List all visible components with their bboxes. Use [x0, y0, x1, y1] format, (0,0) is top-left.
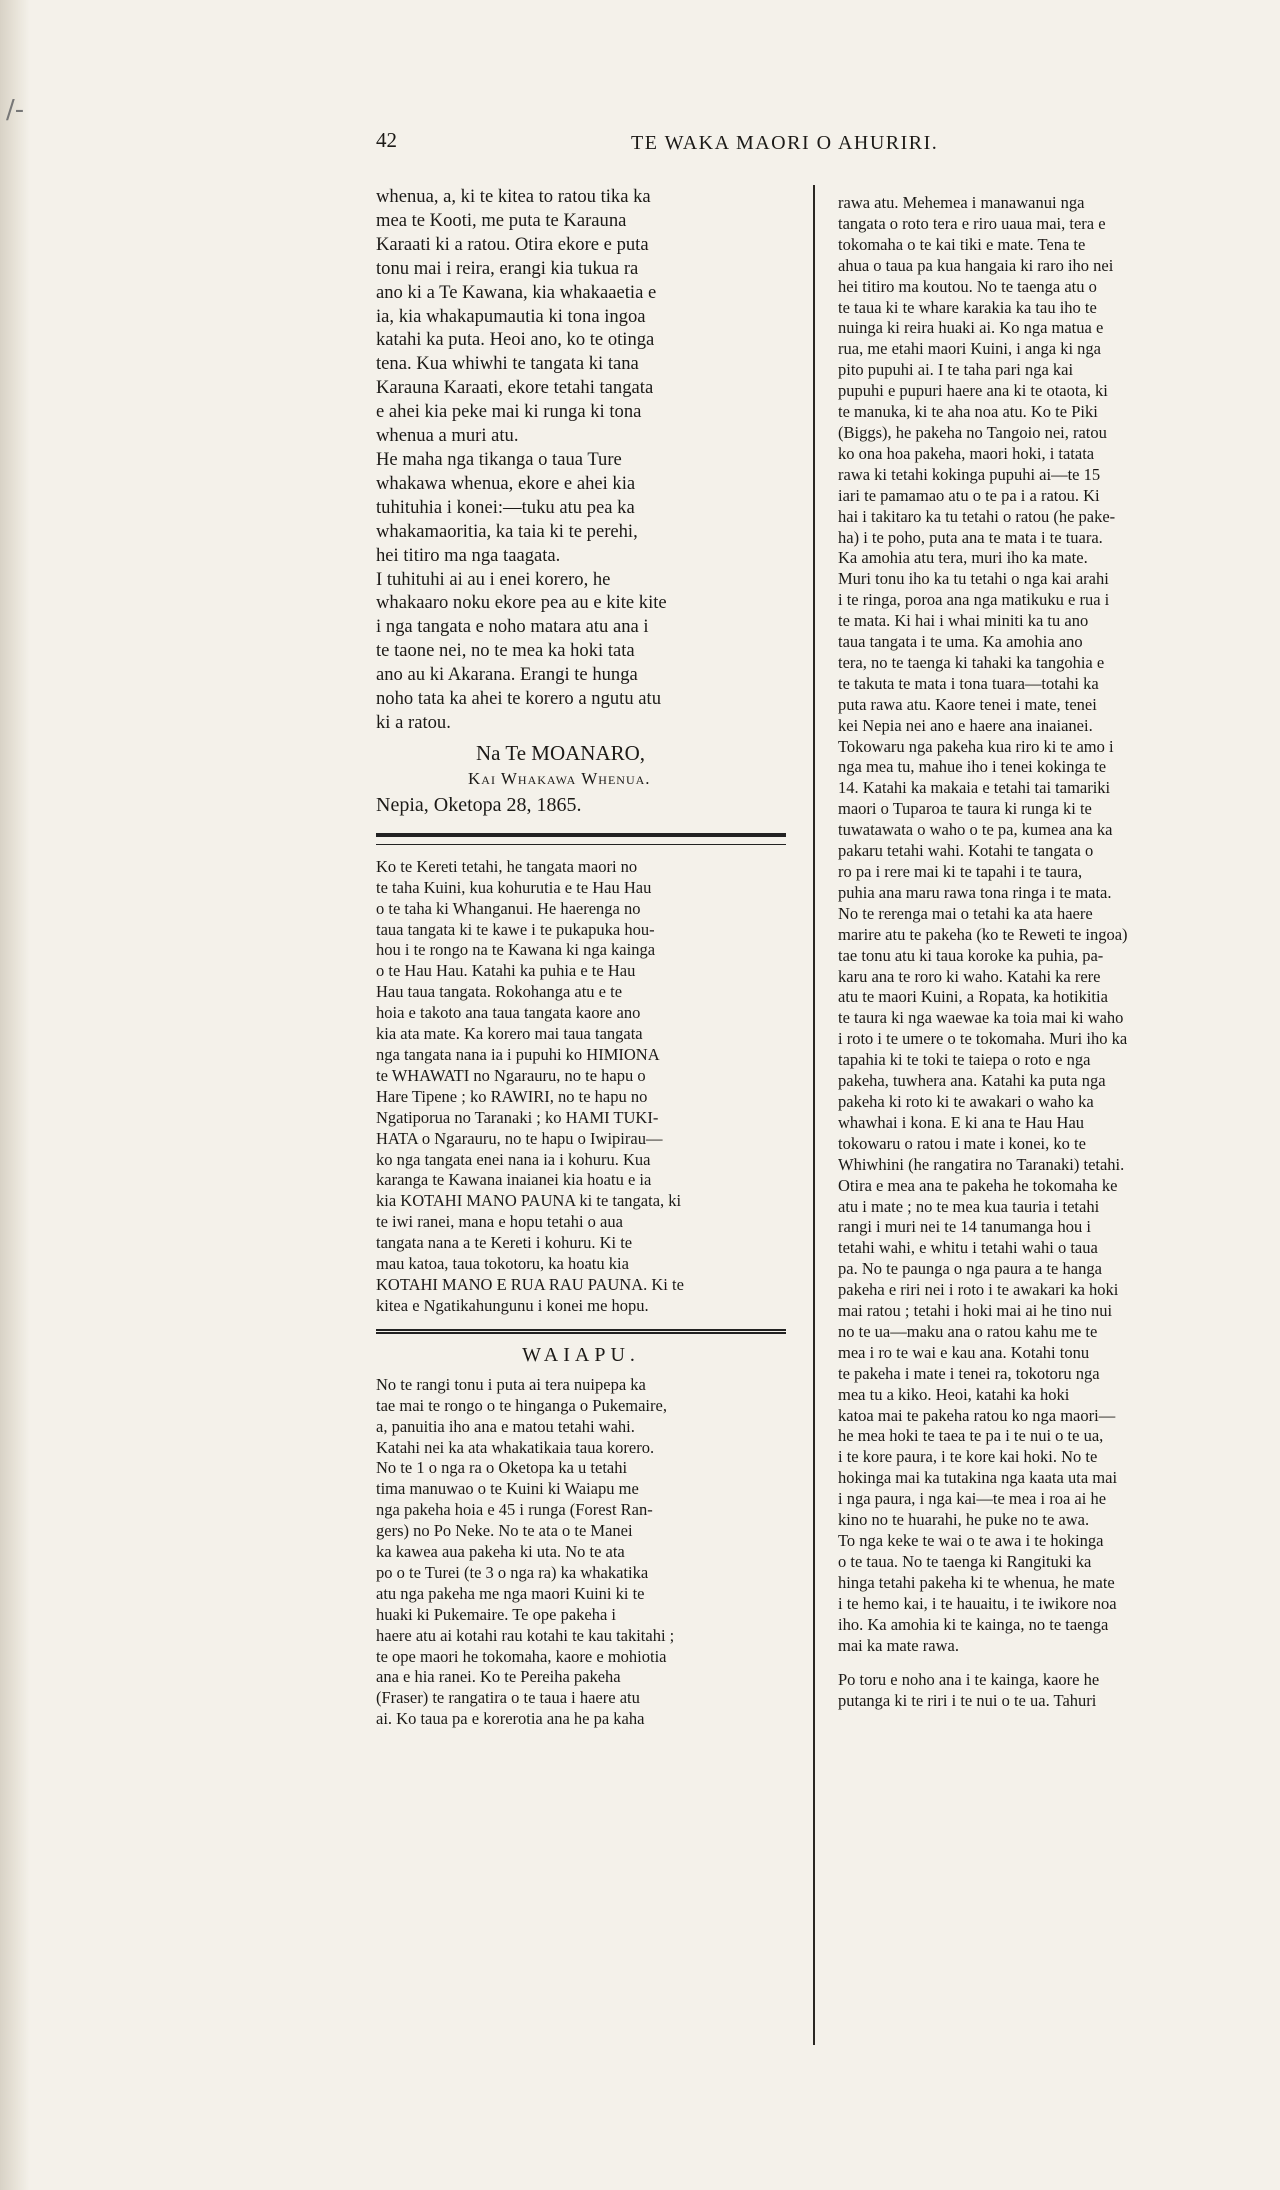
signature-name: Na Te MOANARO, [476, 740, 646, 765]
gutter-mark: /- [6, 95, 25, 125]
section-divider [376, 833, 786, 845]
paragraph: No te 1 o nga ra o Oketopa ka u tetahi tima manuwao o te Kuini ki Waiapu me nga pakeha hoia e 45 i runga (Forest Ran- gers) no Po Neke. No te ata o te Manei ka kawea aua pakeha ki uta. No te ata po o te Turei (te 3 o nga ra) ka whakatika atu nga pakeha me nga maori Kuini ki te huaki ki Pukemaire. Te ope pakeha i haere atu ai kotahi rau kotahi te kau takitahi ; te ope maori he tokomaha, kaore e mohiotia ana e hia ranei. Ko te Pereiha pakeha (Fraser) te rangatira o te taua i haere atu ai. Ko taua pa e korerotia ana he pa kaha [376, 1458, 675, 1729]
signature-date: Nepia, Oketopa 28, 1865. [376, 793, 582, 816]
paragraph: He maha nga tikanga o taua Ture whakawa whenua, ekore e ahei kia tuhituhia i konei:—tuku atu pea ka whakamaoritia, ka taia ki te perehi, hei titiro ma nga taagata. [376, 448, 638, 566]
waiapu-article [376, 1375, 786, 1730]
paragraph: Ko te Kereti tetahi, he tangata maori no te taha Kuini, kua kohurutia e te Hau Hau o te taha ki Whanganui. He haerenga no taua tangata ki te kawe i te pukapuka hou- hou i te rongo na te Kawana ki nga kainga o te Hau Hau. Katahi ka puhia e te Hau Hau taua tangata. Rokohanga atu e te hoia e takoto ana taua tangata kaore ano kia ata mate. Ka korero mai taua tangata nga tangata nana ia i pupuhi ko HIMIONA te WHAWATI no Ngarauru, no te hapu o Hare Tipene ; ko RAWIRI, no te hapu no Ngatiporua no Taranaki ; ko HAMI TUKI- HATA o Ngarauru, no te hapu o Iwipirau— ko nga tangata enei nana ia i kohuru. Kua karanga te Kawana inaianei kia hoatu e ia kia KOTAHI MANO PAUNA ki te tangata, ki te iwi ranei, mana e hopu tetahi o aua tangata nana a te Kereti i kohuru. Ki te mau katoa, taua tokotoru, ka hoatu kia KOTAHI MANO E RUA RAU PAUNA. Ki te kitea e Ngatikahungunu i konei me hopu. [376, 856, 684, 1315]
waiapu-article-continued [838, 193, 1248, 1712]
paragraph-spacer [838, 1656, 1248, 1670]
right-column [838, 193, 1248, 1712]
scan-gutter [0, 0, 30, 2190]
paragraph: I tuhituhi ai au i enei korero, he whakaaro noku ekore pea au e kite kite i nga tangata e noho matara atu ana i te taone nei, no te mea ka hoki tata ano au ki Akarana. Erangi te hunga noho tata ka ahei te korero a ngutu atu ki a ratou. [376, 568, 667, 733]
running-title: TE WAKA MAORI O AHURIRI. [631, 132, 939, 154]
section-divider [376, 1329, 786, 1334]
page-number: 42 [376, 128, 397, 152]
paragraph: No te rangi tonu i puta ai tera nuipepa ka tae mai te rongo o te hinganga o Pukemaire, a, panuitia iho ana e matou tetahi wahi. Katahi nei ka ata whakatikaia taua korero. [376, 1374, 667, 1457]
land-court-article [376, 185, 786, 735]
left-column [376, 185, 786, 1730]
paragraph: rawa atu. Mehemea i manawanui nga tangata o roto tera e riro uaua mai, tera e tokomaha o te kai tiki e mate. Tena te ahua o taua pa kua hangaia ki raro iho nei hei titiro ma koutou. No te taenga atu o te taua ki te whare karakia ka tau iho te nuinga ki reira huaki ai. Ko nga matua e rua, me etahi maori Kuini, i anga ki nga pito pupuhi ai. I te taha pari nga kai pupuhi e pupuri haere ana ki te otaota, ki te manuka, ki te aha noa atu. Ko te Piki (Biggs), he pakeha no Tangoio nei, ratou ko ona hoa pakeha, maori hoki, i tatata rawa ki tetahi kokinga pupuhi ai—te 15 iari te pamamao atu o te pa i a ratou. Ki hai i takitaro ka tu tetahi o ratou (he pake- ha) i te poho, puta ana te mata i te tuara. Ka amohia atu tera, muri iho ka mate. Muri tonu iho ka tu tetahi o nga kai arahi i te ringa, poroa ana nga matikuku e rua i te mata. Ki hai i whai miniti ka tu ano taua tangata i te uma. Ka amohia ano tera, no te taenga ki tahaki ka tangohia e te takuta te mata i tona tuara—totahi ka puta rawa atu. Kaore tenei i mate, tenei kei Nepia nei ano e haere ana inaianei. Tokowaru nga pakeha kua riro ki te amo i nga mea tu, mahue iho i tenei kokinga te 14. Katahi ka makaia e tetahi tai tamariki maori o Tuparoa te taura ki runga ki te tuwatawata o waho o te pa, kumea ana ka pakaru tetahi wahi. Kotahi te tangata o ro pa i rere mai ki te tapahi i te taura, puhia ana maru rawa tona ringa i te mata. No te rerenga mai o tetahi ka ata haere marire atu te pakeha (ko te Reweti te ingoa) tae tonu atu ki taua koroke ka puhia, pa- karu ana te roro ki waho. Katahi ka rere atu te maori Kuini, a Ropata, ka hotikitia te taura ki nga waewae ka toia mai ki waho i roto i te umere o te tokomaha. Muri iho ka tapahia ki te toki te taiepa o roto e nga pakeha, tuwhera ana. Katahi ka puta nga pakeha ki roto ki te awakari o waho ka whawhai i kona. E ki ana te Hau Hau tokowaru o ratou i mate i konei, ko te Whiwhini (he rangatira no Taranaki) tetahi. Otira e mea ana te pakeha he tokomaha ke atu i mate ; no te mea kua tauria i tetahi rangi i muri nei te 14 tanumanga hou i tetahi wahi, e whitu i tetahi wahi o taua pa. No te paunga o nga paura a te hanga pakeha e riri nei i roto i te awakari ka hoki mai ratou ; tetahi i hoki mai ai he tino nui no te ua—maku ana o ratou kahu me te mea i ro te wai e kau ana. Kotahi tonu te pakeha i mate i tenei ra, tokotoru nga mea tu a kiko. Heoi, katahi ka hoki katoa mai te pakeha ratou ko nga maori— he mea hoki te taea te pa i te nui o te ua, i te kore paura, i te kore kai hoki. No te hokinga mai ka tutakina nga kaata uta mai i nga paura, i nga kai—te mea i roa ai he kino no te huarahi, he puke no te awa. To nga keke te wai o te awa i te hokinga o te taua. No te taenga ki Rangituki ka hinga tetahi pakeha ki te whenua, he mate i te hemo kai, i te hauaitu, i te iwikore noa iho. Ka amohia ki te kainga, no te taenga mai ka mate rawa. [838, 193, 1128, 1655]
page-header [376, 128, 1022, 162]
news-item [376, 857, 786, 1317]
section-title: WAIAPU. [522, 1343, 640, 1366]
paragraph: whenua, a, ki te kitea to ratou tika ka mea te Kooti, me puta te Karauna Karaati ki a ratou. Otira ekore e puta tonu mai i reira, erangi kia tukua ra ano ki a Te Kawana, kia whakaaetia e ia, kia whakapumautia ki tona ingoa katahi ka puta. Heoi ano, ko te otinga tena. Kua whiwhi te tangata ki tana Karauna Karaati, ekore tetahi tangata e ahei kia peke mai ki runga ki tona whenua a muri atu. [376, 186, 657, 447]
paragraph: Po toru e noho ana i te kainga, kaore he putanga ki te riri i te nui o te ua. Tahuri [838, 1670, 1100, 1711]
column-divider [813, 185, 815, 2045]
signature-role: Kai Whakawa Whenua. [468, 768, 651, 788]
